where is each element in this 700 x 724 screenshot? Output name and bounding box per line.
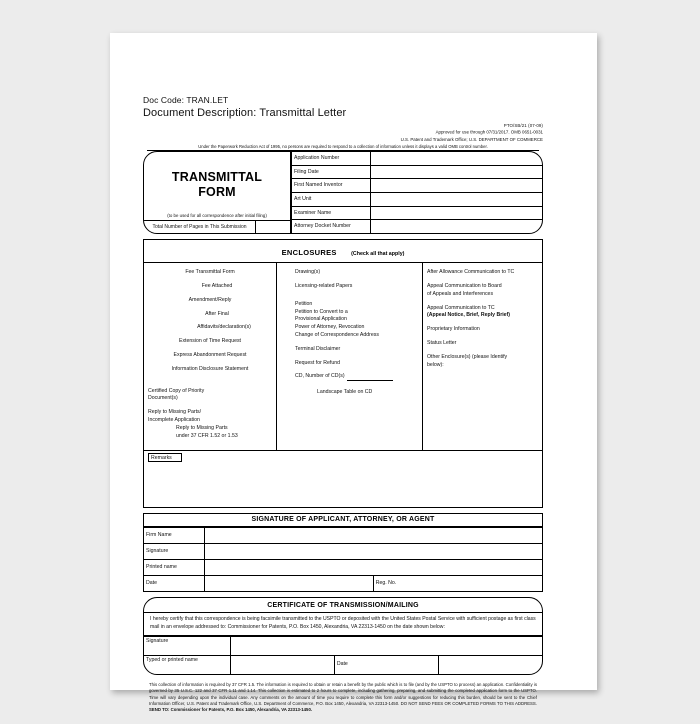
field-input-first-named-inventor[interactable] — [371, 179, 543, 193]
table-row — [292, 152, 543, 165]
enclosure-label: Status Letter — [427, 340, 457, 346]
input-signature[interactable] — [205, 543, 543, 559]
doc-code: Doc Code: TRAN.LET — [143, 95, 229, 105]
doc-description: Document Description: Transmittal Letter — [143, 107, 347, 119]
enclosure-label: below): — [427, 361, 444, 368]
enclosure-label: Extension of Time Request — [179, 338, 241, 345]
table-row — [144, 655, 542, 674]
enclosure-label: Reply to Missing Parts/ — [148, 409, 202, 416]
enclosure-label: Drawing(s) — [295, 269, 321, 276]
enclosure-reply-to-missing-parts[interactable] — [148, 409, 272, 440]
enclosure-appeal-communication-to-board[interactable] — [427, 283, 538, 299]
total-pages-input[interactable] — [256, 221, 290, 233]
enclosure-label: Petition — [295, 300, 313, 307]
table-row — [292, 206, 543, 220]
enclosures-column-3 — [423, 263, 542, 450]
input-firm-name[interactable] — [205, 527, 543, 543]
label-printed-name: Printed name — [144, 559, 205, 575]
input-printed-name[interactable] — [205, 559, 543, 575]
agency-line: U.S. Patent and Trademark Office; U.S. DEPARTMENT OF COMMERCE — [400, 136, 543, 142]
enclosures-column-2 — [277, 263, 423, 450]
enclosure-label: Proprietary Information — [427, 326, 480, 333]
enclosure-label: Landscape Table on CD — [317, 389, 373, 396]
enclosure-drawings[interactable] — [281, 269, 418, 277]
label-signature: Signature — [144, 543, 205, 559]
field-label-first-named-inventor: First Named Inventor — [292, 179, 371, 193]
total-pages-row — [144, 221, 290, 233]
input-certificate-date[interactable] — [438, 655, 542, 674]
label-certificate-signature: Signature — [144, 636, 231, 655]
field-input-application-number[interactable] — [371, 152, 543, 165]
total-pages-label: Total Number of Pages in This Submission — [144, 221, 256, 233]
enclosure-label: Amendment/Reply — [188, 296, 232, 303]
enclosures-subheading: (Check all that apply) — [351, 250, 405, 257]
enclosure-affidavits-declarations[interactable] — [148, 324, 272, 332]
enclosures-heading: ENCLOSURES — [281, 247, 337, 257]
enclosure-label: Change of Correspondence Address — [295, 332, 379, 338]
label-date: Date — [144, 575, 205, 591]
transmittal-title-line2: FORM — [198, 185, 236, 200]
enclosure-other-enclosures[interactable] — [427, 354, 538, 370]
enclosure-landscape-table-on-cd[interactable] — [281, 389, 418, 397]
transmittal-title-cell — [144, 152, 291, 233]
enclosure-label: After Final — [205, 310, 229, 317]
approval-line: Approved for use through 07/31/2017. OMB 0651-0031 — [435, 129, 543, 135]
field-label-art-unit: Art Unit — [292, 192, 371, 206]
enclosure-petition-group[interactable] — [281, 301, 418, 340]
enclosure-certified-copy-of-priority-documents[interactable] — [148, 388, 272, 404]
remarks-label: Remarks — [148, 453, 182, 462]
enclosure-express-abandonment-request[interactable] — [148, 352, 272, 360]
enclosure-label: Terminal Disclaimer — [295, 345, 341, 352]
table-row — [144, 559, 542, 575]
field-label-attorney-docket-number: Attorney Docket Number — [292, 220, 371, 233]
signature-heading: SIGNATURE OF APPLICANT, ATTORNEY, OR AGENT — [144, 514, 542, 527]
enclosure-after-final[interactable] — [148, 311, 272, 319]
enclosure-label: Appeal Communication to Board — [427, 283, 502, 290]
enclosure-proprietary-information[interactable] — [427, 326, 538, 334]
form-sheet — [143, 95, 543, 714]
enclosure-label: Appeal Communication to TC — [427, 304, 495, 311]
enclosure-terminal-disclaimer[interactable] — [281, 346, 418, 354]
application-fields-table — [291, 152, 542, 233]
enclosure-label: Licensing-related Papers — [295, 283, 353, 290]
burden-statement — [143, 682, 543, 714]
signature-section — [143, 513, 543, 592]
enclosure-label: CD, Number of CD(s) — [295, 373, 345, 380]
table-row — [292, 220, 543, 233]
field-label-examiner-name: Examiner Name — [292, 206, 371, 220]
enclosure-request-for-refund[interactable] — [281, 360, 418, 368]
field-input-art-unit[interactable] — [371, 192, 543, 206]
transmittal-usage-note: (to be used for all correspondence after initial filing) — [144, 210, 290, 221]
label-typed-or-printed-name: Typed or printed name — [144, 655, 231, 674]
enclosures-column-1 — [144, 263, 277, 450]
burden-send-to: SEND TO: Commissioner for Patents, P.O. Box 1450, Alexandria, VA 22313-1450. — [149, 707, 313, 713]
enclosure-licensing-related-papers[interactable] — [281, 283, 418, 291]
label-firm-name: Firm Name — [144, 527, 205, 543]
enclosure-label: Incomplete Application — [148, 416, 200, 423]
table-row — [292, 179, 543, 193]
enclosures-section — [143, 239, 543, 509]
input-typed-or-printed-name[interactable] — [231, 655, 335, 674]
label-reg-no: Reg. No. — [373, 575, 542, 591]
enclosure-fee-attached[interactable] — [148, 283, 272, 291]
enclosure-label: Petition to Convert to a — [295, 308, 348, 315]
input-date[interactable] — [205, 575, 374, 591]
table-row — [292, 165, 543, 179]
enclosure-label: Fee Transmittal Form — [185, 269, 235, 276]
field-input-filing-date[interactable] — [371, 165, 543, 179]
document-page — [110, 33, 597, 713]
enclosure-status-letter[interactable] — [427, 340, 538, 348]
field-input-attorney-docket-number[interactable] — [371, 220, 543, 233]
label-certificate-date: Date — [334, 655, 438, 674]
paperwork-reduction-notice: Under the Paperwork Reduction Act of 1995, no persons are required to respond to a collection of information unless it displays a valid OMB control number. — [147, 144, 539, 151]
table-row — [292, 192, 543, 206]
transmittal-header-block — [143, 151, 543, 234]
enclosure-label: (Appeal Notice, Brief, Reply Brief) — [427, 312, 511, 319]
enclosure-label: Document(s) — [148, 395, 178, 402]
enclosure-appeal-communication-to-tc[interactable] — [427, 305, 538, 321]
enclosure-label: Request for Refund — [295, 359, 340, 366]
table-row — [144, 527, 542, 543]
field-label-application-number: Application Number — [292, 152, 371, 165]
burden-text: This collection of information is required by 37 CFR 1.5. The information is required to obtain or retain a benefit by the public which is to file (and by the USPTO to process) an application. Confidentiality is governed by 35 U.S.C. 122 and 37 CFR 1.11 and 1.14. This collection is estimated to 2 hours to complete, including gathering, preparing, and submitting the completed application form to the USPTO. Time will vary depending upon the individual case. Any comments on the amount of time you require to complete this form and/or suggestions for reducing this burden, should be sent to the Chief Information Officer, U.S. Patent and Trademark Office, U.S. Department of Commerce, P.O. Box 1450, Alexandria, VA 22313-1450. DO NOT SEND FEES OR COMPLETED FORMS TO THIS ADDRESS. — [149, 681, 537, 706]
table-row — [144, 575, 542, 591]
form-number: PTO/SB/21 (07-09) — [503, 122, 543, 128]
enclosure-cd-number[interactable] — [281, 373, 418, 381]
enclosure-label: Express Abandonment Request — [173, 352, 247, 358]
enclosure-label: Certified Copy of Priority — [148, 387, 205, 394]
field-input-examiner-name[interactable] — [371, 206, 543, 220]
enclosure-label: Provisional Application — [295, 316, 347, 323]
table-row — [144, 543, 542, 559]
enclosure-label: of Appeals and Interferences — [427, 290, 494, 297]
cd-count-input[interactable] — [347, 375, 393, 381]
enclosure-extension-of-time-request[interactable] — [148, 338, 272, 346]
enclosure-fee-transmittal-form[interactable] — [148, 269, 272, 277]
certificate-heading: CERTIFICATE OF TRANSMISSION/MAILING — [144, 598, 542, 614]
enclosure-label: Reply to Missing Parts — [176, 424, 228, 431]
table-row — [144, 636, 542, 655]
enclosure-label: Fee Attached — [201, 283, 233, 290]
enclosure-label: Affidavits/declaration(s) — [197, 324, 251, 331]
enclosure-label: Other Enclosure(s) (please Identify — [427, 353, 508, 360]
enclosure-amendment-reply[interactable] — [148, 297, 272, 305]
enclosure-label: Power of Attorney, Revocation — [295, 324, 365, 331]
input-certificate-signature[interactable] — [231, 636, 543, 655]
enclosure-label: under 37 CFR 1.52 or 1.53 — [176, 432, 238, 439]
enclosure-label: Information Disclosure Statement — [171, 365, 249, 372]
transmittal-title-line1: TRANSMITTAL — [171, 170, 263, 185]
enclosure-label: After Allowance Communication to TC — [427, 269, 515, 276]
field-label-filing-date: Filing Date — [292, 165, 371, 179]
enclosures-header — [144, 240, 542, 264]
certificate-section — [143, 597, 543, 675]
remarks-area — [144, 450, 542, 507]
enclosure-information-disclosure-statement[interactable] — [148, 366, 272, 374]
certificate-body-text: I hereby certify that this correspondence is being facsimile transmitted to the USPTO or deposited with the United States Postal Service with sufficient postage as first class mail in an envelope addressed to: Commissioner for Patents, P.O. Box 1450, Alexandria, VA 22313-1450 on the date shown below: — [144, 613, 542, 635]
enclosure-after-allowance-communication-to-tc[interactable] — [427, 269, 538, 277]
approval-block — [143, 122, 543, 143]
